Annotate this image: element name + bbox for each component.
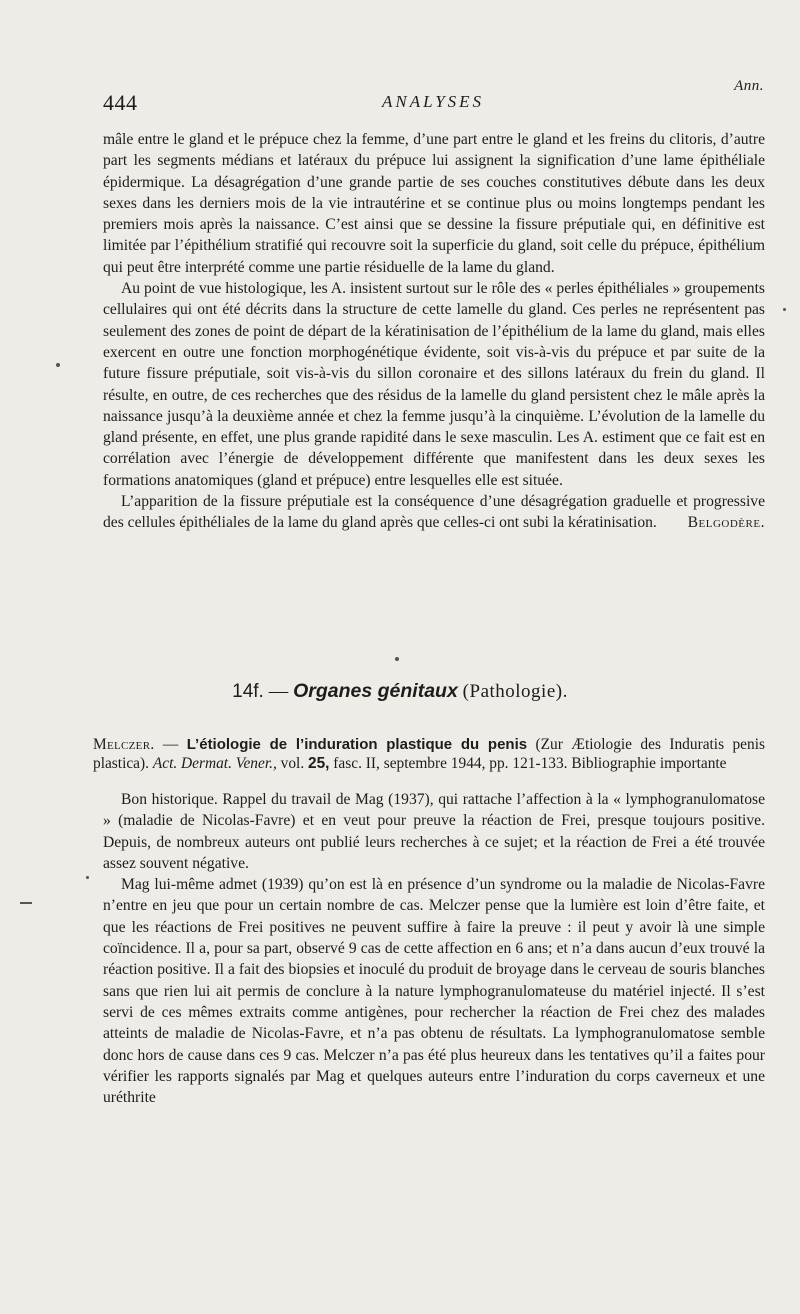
section-number: 14f. (232, 681, 264, 702)
paragraph (103, 491, 765, 534)
reference-original-title: (Zur Ætiologie des Induratis penis plastica). (93, 736, 765, 772)
corner-note: Ann. (734, 78, 764, 94)
reference-vol-label: vol. (280, 754, 305, 772)
paragraph: mâle entre le gland et le prépuce chez la femme, d’une part entre le gland et les freins du clitoris, d’autre part les segments médians et latéraux du prépuce lui assignent la signification d’une lame épithéliale épidermique. La désagrégation d’une grande partie de ses couches constitutives débute dans les deux sexes dans les derniers mois de la vie intrautérine et se continue plus ou moins longtemps pendant les premiers mois après la naissance. C’est ainsi que se dessine la fissure préputiale qui, en définitive est limitée par l’épithélium stratifié qui recouvre soit la superficie du gland, soit celle du prépuce, épithélium qui peut être interprété comme une partie résiduelle de la lame du gland. (103, 131, 765, 276)
running-title: ANALYSES (381, 92, 485, 111)
reference-author: Melczer. (93, 736, 155, 753)
reference-journal: Act. Dermat. Vener., (152, 754, 277, 772)
reviewer-signature: Belgodère. (687, 514, 765, 532)
margin-mark (783, 308, 786, 311)
margin-mark (86, 876, 89, 879)
paragraph: Au point de vue histologique, les A. insistent surtout sur le rôle des « perles épithéliales » groupements cellulaires qui ont été décrits dans la structure de cette lamelle du gland. Ces perles ne représentent pas seulement des zones de point de départ de la kératinisation de l’épithélium de la lame du gland, mais elles exercent en outre une fonction morphogénétique évidente, soit vis-à-vis du prépuce et par suite de la future fissure préputiale, soit vis-à-vis du sillon coronaire et des sillons latéraux du frein du gland. Il résulte, en outre, de ces recherches que des résidus de la lamelle du gland persistent chez le mâle après la naissance jusqu’à la deuxième année et chez la femme jusqu’à la cinquième. L’évolution de la lamelle du gland présente, en effet, une plus grande rapidité dans le sexe masculin. Les A. estiment que ce fait est en corrélation avec l’énergie de développement différente que manifestent dans les deux sexes les formations anatomiques (gland et prépuce) entre lesquelles elle est située. (103, 280, 765, 489)
margin-mark (56, 363, 60, 367)
second-review-text (103, 789, 765, 1108)
separator-dot (395, 657, 399, 661)
reference-details: fasc. II, septembre 1944, pp. 121-133. Bibliographie importante (333, 754, 727, 772)
section-heading (0, 680, 800, 703)
paragraph: Bon historique. Rappel du travail de Mag (1937), qui rattache l’affection à la « lymphogranulomatose » (maladie de Nicolas-Favre) et en veut pour preuve la réaction de Frei, presque toujours positive. Depuis, de nombreux auteurs ont publié leurs recherches à ce sujet; et la réaction de Frei a été trouvée assez souvent négative. (103, 791, 765, 872)
paragraph: Mag lui-même admet (1939) qu’on est là en présence d’un syndrome ou la maladie de Nicolas-Favre n’entre en jeu que pour un certain nombre de cas. Melczer pense que la lumière est loin d’être faite, et que les réactions de Frei positives ne peuvent suffire à faire la preuve : il peut y avoir là une simple coïncidence. Il a, pour sa part, observé 9 cas de cette affection en 6 ans; et n’a dans aucun d’eux trouvé la réaction positive. Il a fait des biopsies et inoculé du produit de broyage dans le cerveau de souris blanches sans que rien lui ait permis de conclure à la nature lymphogranulomateuse du matériel injecté. Il s’est servi de ces mêmes extraits comme antigènes, pour rechercher la réaction de Frei chez des malades atteints de maladie de Nicolas-Favre, et n’a pas obtenu de résultats. La lymphogranulomatose semble donc hors de cause dans ces 9 cas. Melczer n’a pas été plus heureux dans les tentatives qu’il a faites pour vérifier les rapports signalés par Mag et quelques auteurs entre l’induration du corps caverneux et une uréthrite (103, 876, 765, 1107)
reference-volume: 25, (308, 754, 330, 772)
section-title: Organes génitaux (293, 680, 458, 702)
paragraph-text: L’apparition de la fissure préputiale est la conséquence d’une désagrégation graduelle et progressive des cellules épithéliales de la lame du gland après que celles-ci ont subi la kératinisation. (103, 493, 765, 532)
bibliographic-reference (93, 736, 765, 774)
page-number: 444 (103, 90, 138, 115)
running-head (103, 90, 763, 116)
reference-title: L’étiologie de l’induration plastique du penis (186, 736, 528, 753)
first-review-text (103, 129, 765, 534)
section-dash: — (268, 681, 289, 702)
reference-text (93, 736, 765, 774)
section-qualifier: (Pathologie). (462, 681, 568, 702)
margin-mark (20, 902, 32, 904)
reference-dash: — (162, 736, 179, 753)
